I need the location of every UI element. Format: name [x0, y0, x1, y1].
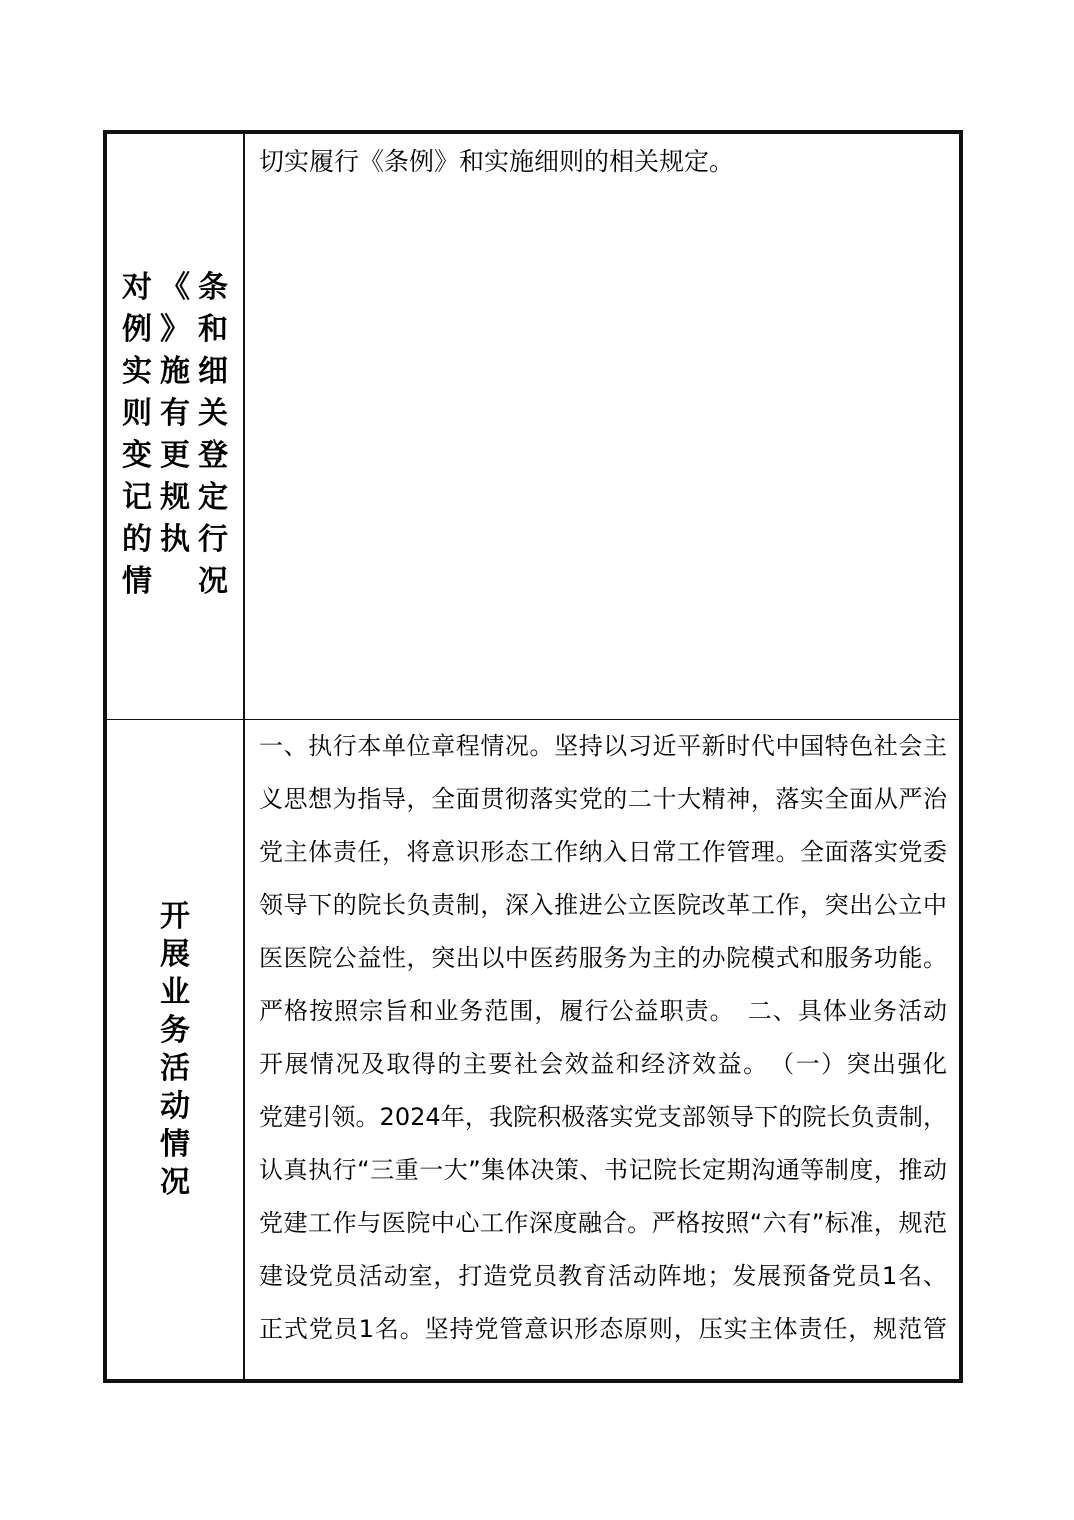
vertical-label-char: 务: [160, 1012, 190, 1048]
paragraph-line: 开展情况及取得的主要社会效益和经济效益。 （一）突出强化: [259, 1050, 947, 1078]
vertical-label-line: 记规定: [122, 479, 228, 515]
paragraph-line: 认真执行“三重一大”集体决策、书记院长定期沟通等制度，推动: [259, 1156, 947, 1184]
vertical-label-char: 展: [160, 936, 190, 972]
vertical-label-line: 的执行: [122, 521, 228, 557]
vertical-label-char: 开: [160, 898, 190, 934]
vertical-label-line: 例》和: [122, 311, 228, 347]
vertical-label-char: 业: [160, 974, 190, 1010]
paragraph-line: 党主体责任，将意识形态工作纳入日常工作管理。全面落实党委: [259, 838, 947, 866]
paragraph-line: 医医院公益性，突出以中医药服务为主的办院模式和服务功能。: [259, 944, 947, 972]
paragraph-line: 正式党员1名。坚持党管意识形态原则，压实主体责任，规范管: [259, 1315, 947, 1343]
regulation-compliance-statement: 切实履行《条例》和实施细则的相关规定。: [259, 147, 735, 176]
annual-report-table: [103, 130, 963, 1383]
business-activity-label: [160, 898, 190, 1202]
paragraph-line: 严格按照宗旨和业务范围，履行公益职责。 二、具体业务活动: [259, 997, 947, 1025]
paragraph-line: 党建引领。2024年，我院积极落实党支部领导下的院长负责制，: [259, 1103, 947, 1131]
regulation-change-execution-label-cell: [107, 134, 245, 720]
vertical-label-line: 实施细: [122, 353, 228, 389]
vertical-label-char: 活: [160, 1050, 190, 1086]
regulation-change-execution-label: [122, 267, 228, 603]
vertical-label-line: 对《条: [122, 269, 228, 305]
vertical-label-line: 则有关: [122, 395, 228, 431]
business-activity-content-cell: [245, 720, 959, 1379]
business-activity-label-cell: [107, 720, 245, 1379]
paragraph-line: 建设党员活动室，打造党员教育活动阵地；发展预备党员1名、: [259, 1262, 947, 1290]
vertical-label-char: 情: [160, 1126, 190, 1162]
paragraph-line: 领导下的院长负责制，深入推进公立医院改革工作，突出公立中: [259, 891, 947, 919]
vertical-label-char: 况: [160, 1164, 190, 1200]
vertical-label-char: 动: [160, 1088, 190, 1124]
paragraph-line: 党建工作与医院中心工作深度融合。严格按照“六有”标准，规范: [259, 1209, 947, 1237]
regulation-change-execution-content-cell: [245, 134, 959, 720]
paragraph-line: 一、执行本单位章程情况。坚持以习近平新时代中国特色社会主: [259, 732, 947, 760]
vertical-label-line: 情 况: [122, 563, 228, 599]
paragraph-line: 义思想为指导，全面贯彻落实党的二十大精神，落实全面从严治: [259, 785, 947, 813]
vertical-label-line: 变更登: [122, 437, 228, 473]
